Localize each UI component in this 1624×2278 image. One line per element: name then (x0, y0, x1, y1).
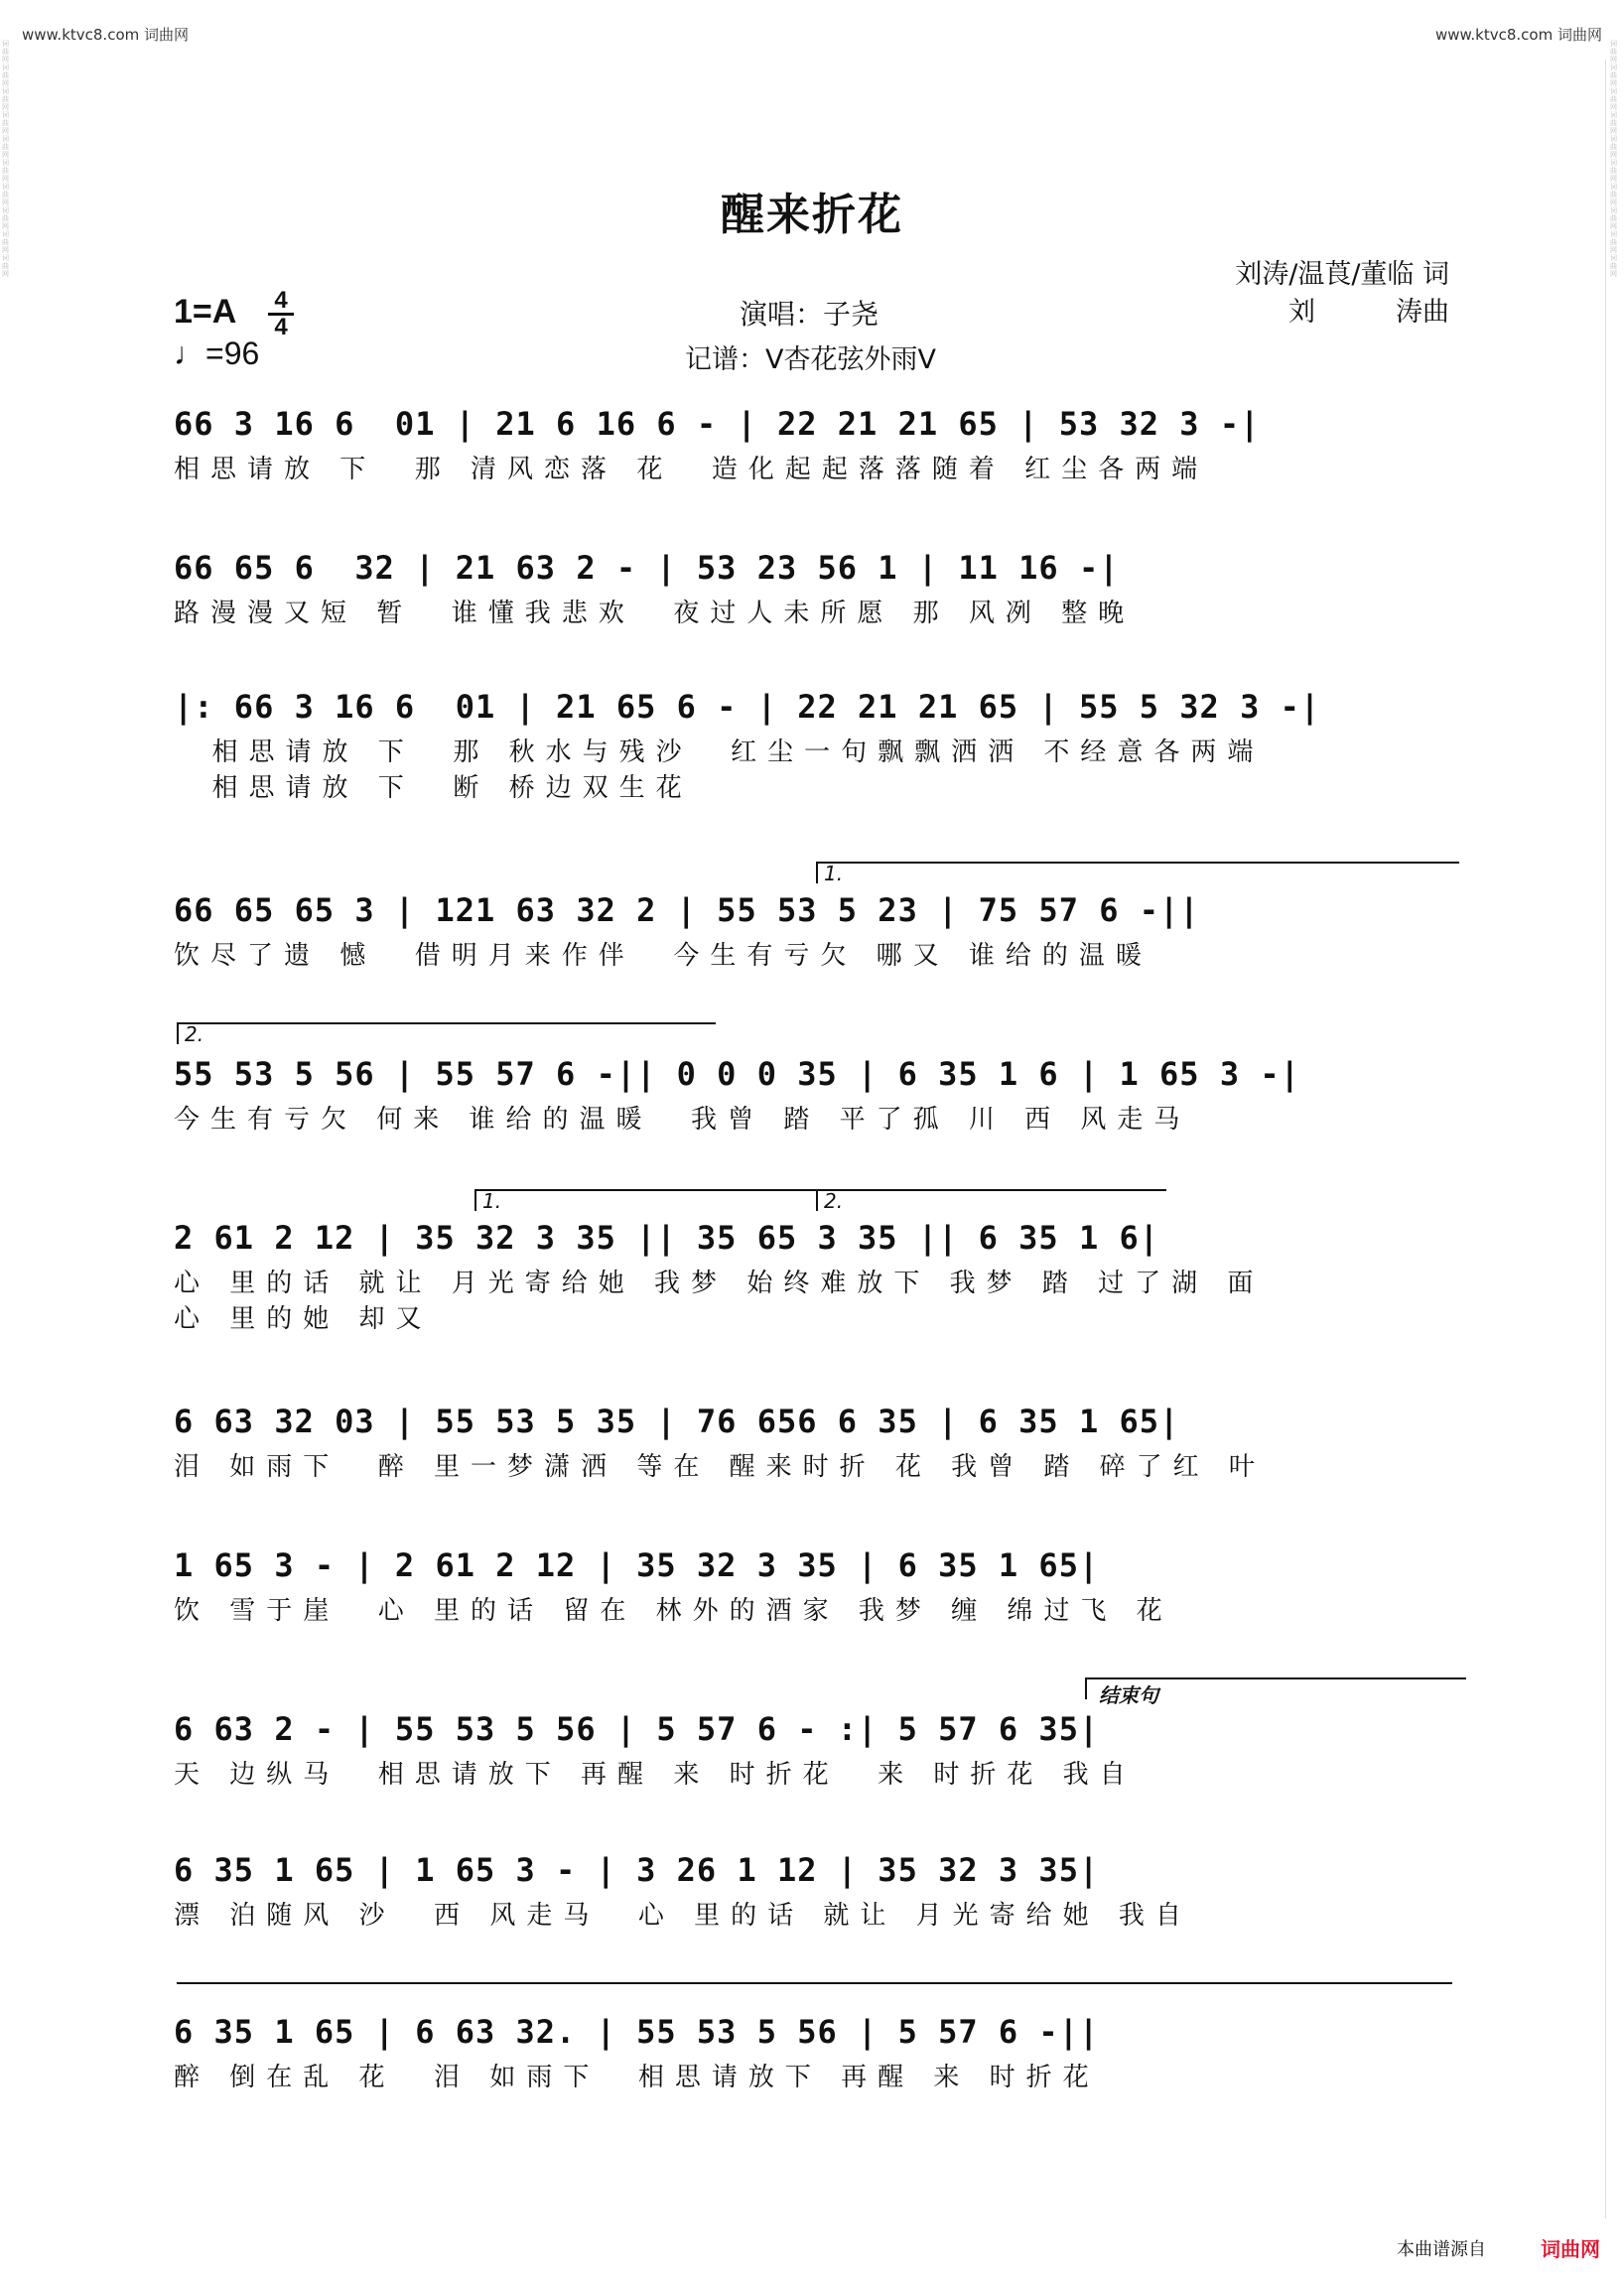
notation-row: 2 61 2 12 | 35 32 3 35 || 35 65 3 35 || 6 35 1 6| (174, 1219, 1160, 1257)
score-system-10 (174, 1848, 1454, 1934)
lyricist-credit: 刘涛/温莨/董临 词 (1235, 259, 1449, 290)
lyric-row: 泪 如雨下 醉 里一梦潇洒 等在 醒来时折 花 我曾 踏 碎了红 叶 (174, 1452, 1266, 1482)
lyric-row: 相思请放 下 那 清风恋落 花 造化起起落落随着 红尘各两端 (174, 455, 1209, 484)
lyric-row: 天 边纵马 相思请放下 再醒 来 时折花 来 时折花 我自 (174, 1760, 1137, 1790)
volta-bracket-first: 1. (816, 862, 1459, 883)
notation-row: 1 65 3 - | 2 61 2 12 | 35 32 3 35 | 6 35 1 65| (174, 1546, 1100, 1584)
lyric-row: 路漫漫又短 暂 谁懂我悲欢 夜过人未所愿 那 风冽 整晚 (174, 599, 1136, 628)
side-watermark-right: 词曲网词曲网词曲网词曲网词曲网词曲网词曲网词曲网词曲网词曲网 (1610, 40, 1617, 278)
notation-row: 66 65 6 32 | 21 63 2 - | 53 23 56 1 | 11 16 -| (174, 549, 1120, 587)
lyric-row-verse-1: 心 里的话 就让 月光寄给她 我梦 始终难放下 我梦 踏 过了湖 面 (174, 1269, 1265, 1298)
tempo-marking: ♩=96 (174, 335, 260, 371)
time-signature (268, 287, 294, 340)
score-system-4 (174, 888, 1454, 974)
time-signature-top: 4 (274, 287, 288, 314)
volta-bracket-second-2: 2. (816, 1189, 1166, 1211)
volta-bracket-second: 2. (177, 1022, 716, 1044)
score-system-1 (174, 402, 1454, 487)
lyric-row-verse-2: 心 里的她 却又 (174, 1304, 433, 1334)
lyric-row: 醉 倒在乱 花 泪 如雨下 相思请放下 再醒 来 时折花 (174, 2063, 1100, 2092)
footer-source-label: 本曲谱源自 (1397, 2239, 1486, 2260)
song-title: 醒来折花 (721, 190, 903, 240)
notation-row: 6 35 1 65 | 1 65 3 - | 3 26 1 12 | 35 32 3 35| (174, 1851, 1100, 1889)
notation-row: 6 35 1 65 | 6 63 32. | 55 53 5 56 | 5 57 6 -|| (174, 2013, 1100, 2051)
time-signature-bottom: 4 (274, 314, 288, 340)
score-system-8 (174, 1543, 1454, 1629)
key-signature: 1=A (174, 293, 237, 331)
composer-credit: 刘 涛曲 (1288, 297, 1449, 328)
score-system-3 (174, 685, 1454, 806)
score-system-6 (174, 1216, 1454, 1337)
transcriber-credit: 记谱：V杏花弦外雨V (685, 344, 936, 375)
score-system-5 (174, 1052, 1454, 1138)
site-watermark-right: www.ktvc8.com 词曲网 (1434, 26, 1602, 44)
notation-row: |: 66 3 16 6 01 | 21 65 6 - | 22 21 21 65 | 55 5 32 3 -| (174, 688, 1321, 726)
score-system-9 (174, 1707, 1454, 1793)
notation-row: 66 3 16 6 01 | 21 6 16 6 - | 22 21 21 65 | 53 32 3 -| (174, 405, 1261, 443)
score-system-2 (174, 546, 1454, 631)
score-system-7 (174, 1400, 1454, 1485)
notation-row: 6 63 2 - | 55 53 5 56 | 5 57 6 - :| 5 57 6 35| (174, 1710, 1100, 1748)
page-edge-rule (1605, 60, 1606, 2218)
notation-row: 55 53 5 56 | 55 57 6 -|| 0 0 0 35 | 6 35 1 6 | 1 65 3 -| (174, 1055, 1300, 1093)
singer-credit: 演唱：子尧 (740, 298, 880, 331)
ending-section-bracket: 结束句 (1085, 1677, 1466, 1699)
lyric-row: 漂 泊随风 沙 西 风走马 心 里的话 就让 月光寄给她 我自 (174, 1901, 1192, 1931)
lyric-row: 今生有亏欠 何来 谁给的温暖 我曾 踏 平了孤 川 西 风走马 (174, 1105, 1191, 1135)
footer-brand-link[interactable]: 词曲网 (1541, 2237, 1600, 2261)
notation-row: 66 65 65 3 | 121 63 32 2 | 55 53 5 23 | 75 57 6 -|| (174, 891, 1200, 929)
ending-span-rule (177, 1982, 1452, 1984)
notation-row: 6 63 32 03 | 55 53 5 35 | 76 656 6 35 | 6 35 1 65| (174, 1403, 1180, 1440)
lyric-row-verse-2: 相思请放 下 断 桥边双生花 (174, 773, 693, 803)
volta-bracket-first-2: 1. (474, 1189, 820, 1211)
lyric-row-verse-1: 相思请放 下 那 秋水与残沙 红尘一句飘飘洒洒 不经意各两端 (174, 737, 1265, 767)
score-system-11 (174, 2010, 1454, 2095)
lyric-row: 饮 雪于崖 心 里的话 留在 林外的酒家 我梦 缠 绵过飞 花 (174, 1596, 1173, 1626)
side-watermark-left: 词曲网词曲网词曲网词曲网词曲网词曲网词曲网词曲网词曲网词曲网 (2, 40, 9, 278)
site-watermark-left: www.ktvc8.com 词曲网 (22, 26, 190, 44)
songwriter-credits (1235, 256, 1449, 332)
lyric-row: 饮尽了遗 憾 借明月来作伴 今生有亏欠 哪又 谁给的温暖 (174, 941, 1152, 971)
